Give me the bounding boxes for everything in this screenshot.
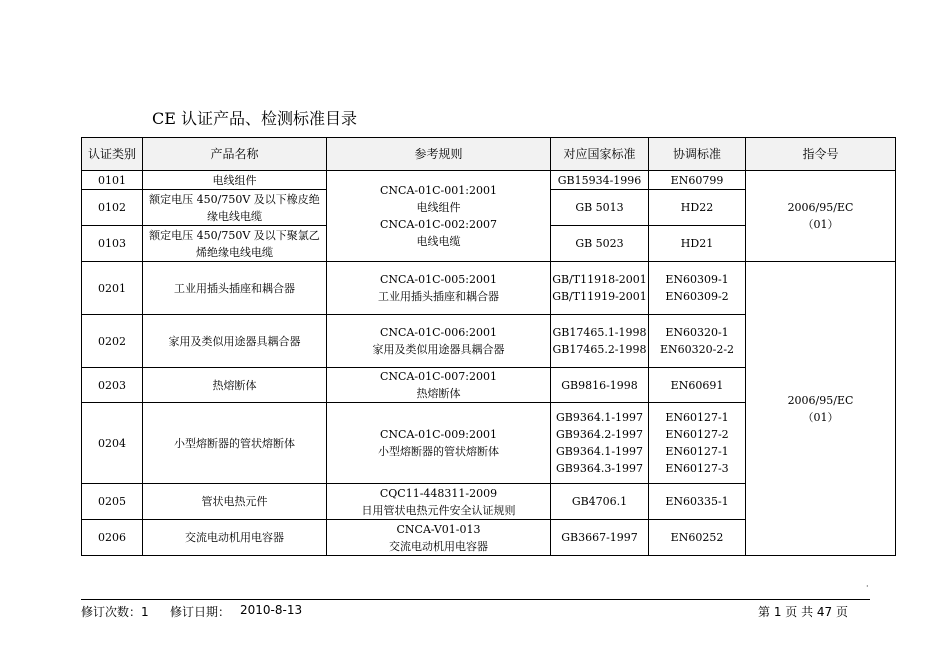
- rule-code: CQC11-448311-2009: [379, 486, 498, 500]
- header-harmonized-standard: 协调标准: [649, 138, 746, 171]
- national-standard: GB9364.1-1997: [555, 411, 644, 424]
- rule-name: 电线组件: [416, 201, 461, 214]
- harmonized-standard-cell: HD22: [649, 190, 746, 226]
- harmonized-standard: EN60320-1: [665, 326, 729, 339]
- harmonized-standard: EN60127-3: [665, 462, 729, 475]
- revision-count: 修订次数：1: [81, 605, 149, 619]
- product-cell: 额定电压 450/750V 及以下聚氯乙烯绝缘电线电缆: [143, 226, 327, 262]
- harmonized-standard: EN60309-1: [665, 273, 729, 286]
- harmonized-standard-cell: EN60799: [649, 171, 746, 190]
- stray-dot: ·: [866, 582, 869, 591]
- national-standard: GB9364.1-1997: [555, 445, 644, 458]
- harmonized-standard-cell: [649, 262, 746, 315]
- category-cell: 0201: [82, 262, 143, 315]
- table-header-row: [82, 138, 896, 171]
- national-standard-cell: GB 5013: [551, 190, 649, 226]
- national-standard: GB9364.2-1997: [555, 428, 644, 441]
- table-row: [82, 171, 896, 190]
- directive-number: 2006/95/EC: [787, 201, 854, 214]
- harmonized-standard-cell: HD21: [649, 226, 746, 262]
- product-cell: 热熔断体: [143, 368, 327, 403]
- category-cell: 0203: [82, 368, 143, 403]
- directive-cell-group2: [746, 262, 896, 556]
- header-directive: 指令号: [746, 138, 896, 171]
- product-cell: 电线组件: [143, 171, 327, 190]
- rule-code: CNCA-V01-013: [396, 522, 481, 536]
- page-number: 第 1 页 共 47 页: [758, 605, 848, 619]
- header-product: 产品名称: [143, 138, 327, 171]
- rule-name: 日用管状电热元件安全认证规则: [361, 503, 516, 517]
- harmonized-standard-cell: EN60252: [649, 520, 746, 556]
- harmonized-standard: EN60127-1: [665, 445, 729, 458]
- national-standard-cell: [551, 315, 649, 368]
- harmonized-standard: EN60127-1: [665, 411, 729, 424]
- product-cell: 交流电动机用电容器: [143, 520, 327, 556]
- national-standard-cell: [551, 262, 649, 315]
- harmonized-standard: EN60320-2-2: [659, 343, 735, 356]
- rule-code: CNCA-01C-006:2001: [380, 326, 497, 339]
- national-standard: GB17465.2-1998: [552, 343, 647, 356]
- harmonized-standard: EN60309-2: [665, 290, 729, 303]
- national-standard: GB17465.1-1998: [552, 326, 647, 339]
- rule-name: 电线电缆: [416, 235, 461, 248]
- revision-date-value: 2010-8-13: [240, 603, 303, 617]
- rule-code: CNCA-01C-002:2007: [380, 218, 497, 231]
- category-cell: 0102: [82, 190, 143, 226]
- rule-cell: [327, 368, 551, 403]
- directive-cell-group1: [746, 171, 896, 262]
- national-standard-cell: GB15934-1996: [551, 171, 649, 190]
- revision-date-label: 修订日期：: [170, 605, 231, 619]
- national-standard: GB/T11918-2001: [552, 273, 647, 286]
- harmonized-standard-cell: EN60335-1: [649, 484, 746, 520]
- category-cell: 0202: [82, 315, 143, 368]
- category-cell: 0206: [82, 520, 143, 556]
- rule-cell: [327, 484, 551, 520]
- header-category: 认证类别: [82, 138, 143, 171]
- category-cell: 0205: [82, 484, 143, 520]
- rule-cell: [327, 262, 551, 315]
- rule-code: CNCA-01C-001:2001: [380, 184, 497, 197]
- rule-name: 家用及类似用途器具耦合器: [372, 343, 505, 356]
- harmonized-standard: EN60127-2: [665, 428, 729, 441]
- product-cell: 管状电热元件: [143, 484, 327, 520]
- rule-name: 工业用插头插座和耦合器: [378, 290, 499, 303]
- rule-cell: [327, 315, 551, 368]
- directive-code: （01）: [802, 410, 839, 424]
- certification-table: [81, 137, 896, 556]
- national-standard-cell: GB9816-1998: [551, 368, 649, 403]
- national-standard-cell: GB3667-1997: [551, 520, 649, 556]
- rule-name: 交流电动机用电容器: [389, 539, 488, 553]
- directive-number: 2006/95/EC: [787, 393, 854, 407]
- rule-name: 小型熔断器的管状熔断体: [378, 445, 499, 458]
- header-national-standard: 对应国家标准: [551, 138, 649, 171]
- rule-code: CNCA-01C-005:2001: [380, 273, 497, 286]
- national-standard-cell: GB4706.1: [551, 484, 649, 520]
- rule-cell: [327, 403, 551, 484]
- rule-code: CNCA-01C-007:2001: [380, 370, 497, 383]
- category-cell: 0101: [82, 171, 143, 190]
- harmonized-standard-cell: [649, 315, 746, 368]
- header-rule: 参考规则: [327, 138, 551, 171]
- table-row: [82, 262, 896, 315]
- rule-code: CNCA-01C-009:2001: [380, 428, 497, 441]
- product-cell: 工业用插头插座和耦合器: [143, 262, 327, 315]
- rule-cell: [327, 520, 551, 556]
- document-title: CE 认证产品、检测标准目录: [152, 109, 358, 128]
- national-standard-cell: [551, 403, 649, 484]
- harmonized-standard-cell: [649, 403, 746, 484]
- category-cell: 0103: [82, 226, 143, 262]
- category-cell: 0204: [82, 403, 143, 484]
- rule-name: 热熔断体: [416, 387, 461, 400]
- product-cell: 家用及类似用途器具耦合器: [143, 315, 327, 368]
- harmonized-standard-cell: EN60691: [649, 368, 746, 403]
- national-standard: GB/T11919-2001: [552, 290, 647, 303]
- national-standard: GB9364.3-1997: [555, 462, 644, 475]
- national-standard-cell: GB 5023: [551, 226, 649, 262]
- rule-cell-group1: [327, 171, 551, 262]
- footer-divider: [81, 599, 870, 600]
- product-cell: 小型熔断器的管状熔断体: [143, 403, 327, 484]
- directive-code: （01）: [802, 218, 839, 231]
- product-cell: 额定电压 450/750V 及以下橡皮绝缘电线电缆: [143, 190, 327, 226]
